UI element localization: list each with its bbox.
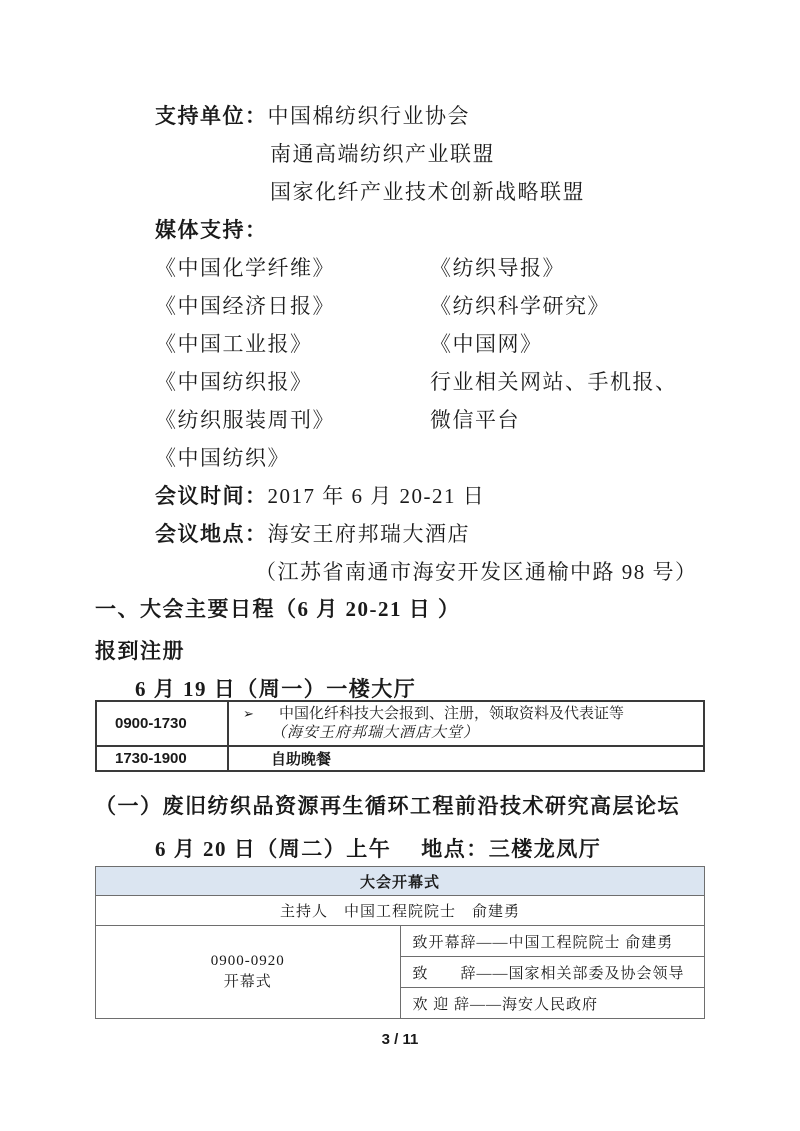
media-item: 微信平台: [430, 408, 520, 432]
registration-subtitle: 6 月 19 日（周一）一楼大厅: [135, 677, 417, 701]
meeting-time-value: 2017 年 6 月 20-21 日: [267, 484, 486, 508]
ceremony-item-1: 致开幕辞——中国工程院院士 俞建勇: [400, 926, 705, 957]
registration-time-1: 0900-1730: [96, 701, 228, 746]
media-item-empty: [430, 445, 675, 483]
meeting-place-label: 会议地点：: [155, 522, 268, 546]
ceremony-item-2: 致 辞——国家相关部委及协会领导: [400, 957, 705, 988]
support-units-label: 支持单位：: [155, 104, 268, 128]
media-item: 《中国工业报》: [155, 332, 313, 356]
registration-table: [95, 700, 705, 772]
ceremony-item-3: 欢 迎 辞——海安人民政府: [400, 988, 705, 1019]
support-unit-1: 中国棉纺织行业协会: [267, 104, 470, 128]
forum-place: 地点：三楼龙凤厅: [421, 837, 602, 861]
table-row: [96, 867, 705, 896]
media-item: 行业相关网站、手机报、: [430, 370, 678, 394]
media-item: 《纺织导报》: [430, 256, 565, 280]
media-item: 《中国纺织》: [155, 446, 290, 470]
meeting-time-label: 会议时间：: [155, 484, 268, 508]
opening-table-header: 大会开幕式: [96, 867, 705, 896]
media-support-label: 媒体支持：: [155, 218, 268, 242]
session-time: 0900-0920: [210, 953, 285, 969]
table-row: [96, 746, 704, 771]
forum-subtitle: [155, 836, 601, 862]
table-row: [96, 896, 705, 926]
table-row: [96, 701, 704, 746]
media-item: 《中国化学纤维》: [155, 256, 335, 280]
opening-ceremony-table: [95, 866, 705, 1019]
page-number: 3 / 11: [381, 1031, 419, 1048]
host-line: 主持人 中国工程院院士 俞建勇: [96, 896, 705, 926]
meeting-address-note: （江苏省南通市海安开发区通榆中路 98 号）: [255, 560, 698, 584]
media-item: 《纺织科学研究》: [430, 294, 610, 318]
registration-desc-1: [228, 701, 704, 746]
media-item: 《中国纺织报》: [155, 370, 313, 394]
support-units-line: [155, 103, 470, 129]
registration-location-note: （海安王府邦瑞大酒店大堂）: [271, 725, 480, 741]
media-item: 《中国经济日报》: [155, 294, 335, 318]
meeting-place-line: [155, 521, 470, 547]
media-item: 《中国网》: [430, 332, 543, 356]
section-1-title: 一、大会主要日程（6 月 20-21 日 ）: [95, 597, 461, 621]
media-support-list: [155, 255, 678, 483]
registration-desc-text: [237, 704, 699, 724]
support-unit-2: 南通高端纺织产业联盟: [270, 142, 495, 166]
forum-date: 6 月 20 日（周二）上午: [155, 837, 392, 861]
media-item: 《纺织服装周刊》: [155, 408, 335, 432]
registration-activity: 中国化纤科技大会报到、注册，领取资料及代表证等: [279, 705, 625, 722]
arrow-bullet-icon: ➢: [243, 706, 254, 721]
meeting-time-line: [155, 483, 485, 509]
registration-time-2: 1730-1900: [96, 746, 228, 771]
forum-title: （一）废旧纺织品资源再生循环工程前沿技术研究高层论坛: [95, 794, 680, 818]
table-row: [96, 926, 705, 957]
dinner-label: 自助晚餐: [228, 746, 704, 771]
meeting-place-value: 海安王府邦瑞大酒店: [267, 522, 470, 546]
session-time-cell: [96, 926, 401, 1019]
registration-title: 报到注册: [95, 639, 185, 663]
session-name: 开幕式: [223, 974, 272, 990]
support-unit-3: 国家化纤产业技术创新战略联盟: [270, 180, 585, 204]
